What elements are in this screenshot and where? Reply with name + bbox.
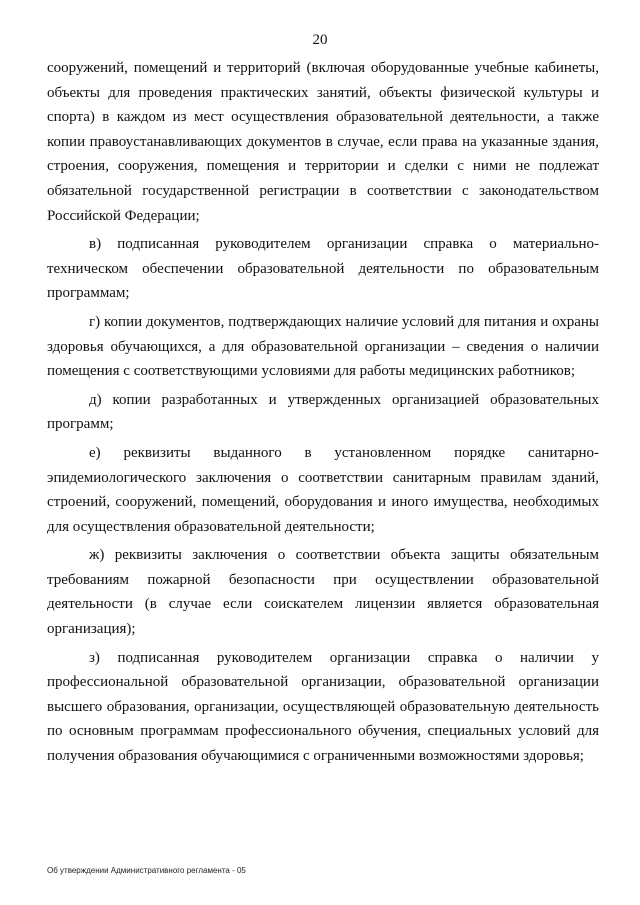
paragraph-item-d: д) копии разработанных и утвержденных организацией образовательных программ;	[47, 391, 599, 433]
document-body	[47, 56, 599, 773]
paragraph-item-e: е) реквизиты выданного в установленном порядке санитарно-эпидемиологического заключения о соответствии санитарным правилам зданий, строений, сооружений, помещений, оборудования и иного имущества, необходимых для осуществления образовательной деятельности;	[47, 444, 599, 535]
paragraph-item-g: г) копии документов, подтверждающих наличие условий для питания и охраны здоровья обучающихся, а для образовательной организации – сведения о наличии помещения с соответствующими условиями для работы медицинских работников;	[47, 313, 599, 380]
paragraph-item-v: в) подписанная руководителем организации справка о материально-техническом обеспечении образовательной деятельности по образовательным программам;	[47, 236, 599, 302]
paragraph-continuation: сооружений, помещений и территорий (включая оборудованные учебные кабинеты, объекты для проведения практических занятий, объекты физической культуры и спорта) в каждом из мест осуществления образовательной деятельности, а также копии правоустанавливающих документов в случае, если права на указанные здания, строения, сооружения, помещения и территории и сделки с ними не подлежат обязательной государственной регистрации в соответствии с законодательством Российской Федерации;	[47, 60, 599, 224]
footer-note: Об утверждении Административного регламента - 05	[47, 866, 246, 875]
paragraph-item-z: з) подписанная руководителем организации справка о наличии у профессиональной образовательной организации, образовательной организации высшего образования, организации, осуществляющей образовательную деятельность по основным программам профессионального обучения, специальных условий для получения образования обучающимися с ограниченными возможностями здоровья;	[47, 649, 599, 765]
paragraph-item-zh: ж) реквизиты заключения о соответствии объекта защиты обязательным требованиям пожарной безопасности при осуществлении образовательной деятельности (в случае если соискателем лицензии является образовательная организация);	[47, 547, 599, 638]
page-number: 20	[312, 32, 328, 48]
